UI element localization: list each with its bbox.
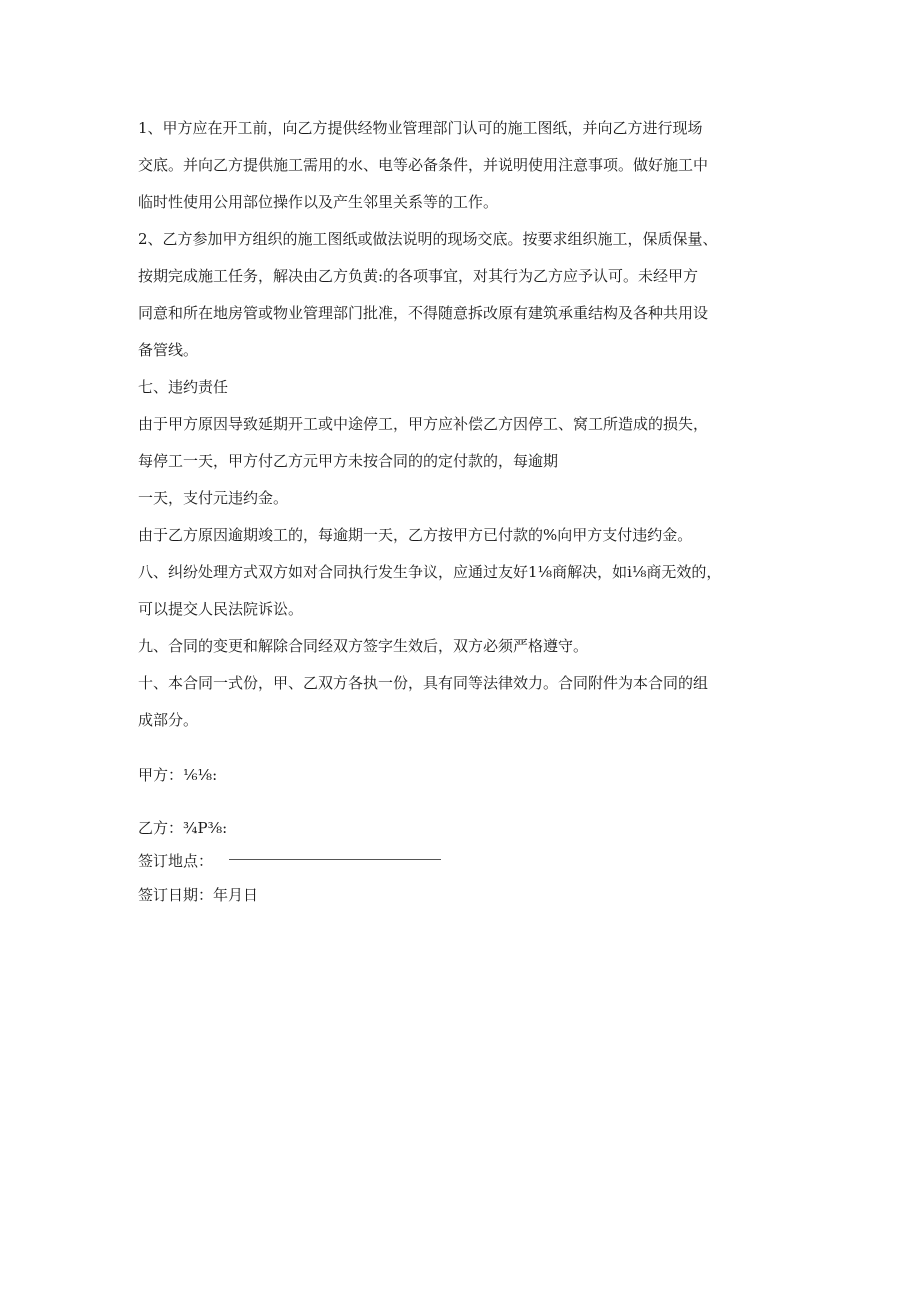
signing-place-label: 签订地点： bbox=[138, 852, 214, 870]
text-line: 由于甲方原因导致延期开工或中途停工，甲方应补偿乙方因停工、窝工所造成的损失， bbox=[138, 415, 709, 433]
text-line: 按期完成施工任务，解决由乙方负黄:的各项事宜，对其行为乙方应予认可。未经甲方 bbox=[138, 267, 699, 285]
text-line: 每停工一天，甲方付乙方元甲方未按合同的的定付款的，每逾期 bbox=[138, 452, 559, 470]
text-line: 一天，支付元违约金。 bbox=[138, 489, 289, 507]
text-line: 十、本合同一式份，甲、乙双方各执一份，具有同等法律效力。合同附件为本合同的组 bbox=[138, 674, 709, 692]
signing-date-label: 签订日期：年月日 bbox=[138, 886, 259, 904]
text-line: 备管线。 bbox=[138, 341, 199, 359]
text-line: 成部分。 bbox=[138, 711, 199, 729]
text-line: 临时性使用公用部位操作以及产生邻里关系等的工作。 bbox=[138, 193, 499, 211]
party-a-signature: 甲方：⅙⅛: bbox=[138, 766, 218, 784]
text-line: 九、合同的变更和解除合同经双方签字生效后，双方必须严格遵守。 bbox=[138, 637, 589, 655]
text-line: 交底。并向乙方提供施工需用的水、电等必备条件，并说明使用注意事项。做好施工中 bbox=[138, 156, 709, 174]
text-line: 由于乙方原因逾期竣工的，每逾期一天，乙方按甲方已付款的%向甲方支付违约金。 bbox=[138, 526, 693, 544]
section-heading: 七、违约责任 bbox=[138, 378, 229, 396]
text-line: 同意和所在地房管或物业管理部门批准，不得随意拆改原有建筑承重结构及各种共用设 bbox=[138, 304, 709, 322]
signing-place-underline bbox=[229, 859, 441, 860]
text-line: 2、乙方参加甲方组织的施工图纸或做法说明的现场交底。按要求组织施工，保质保量、 bbox=[138, 230, 718, 248]
text-line: 1、甲方应在开工前，向乙方提供经物业管理部门认可的施工图纸，并向乙方进行现场 bbox=[138, 119, 703, 137]
party-b-signature: 乙方：¾P⅜: bbox=[138, 819, 228, 837]
text-line: 可以提交人民法院诉讼。 bbox=[138, 600, 304, 618]
text-line: 八、纠纷处理方式双方如对合同执行发生争议，应通过友好1⅛商解决，如i⅛商无效的， bbox=[138, 563, 722, 581]
